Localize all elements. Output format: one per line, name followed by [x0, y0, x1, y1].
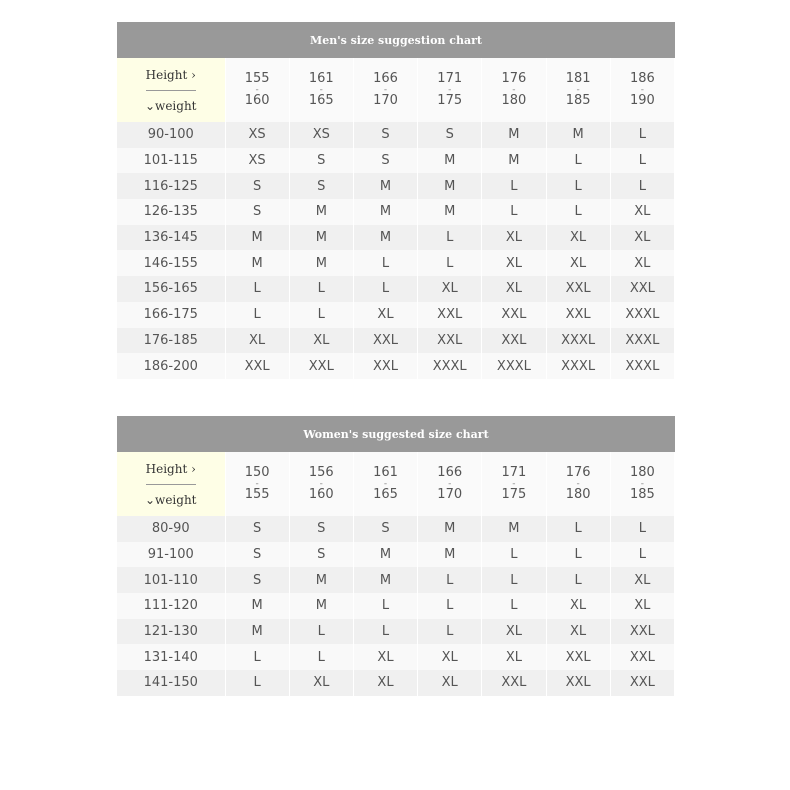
height-label: Height › [145, 67, 196, 82]
size-cell: XS [225, 122, 289, 148]
corner-cell [117, 58, 225, 122]
height-range-header: 161 - 165 [289, 58, 353, 122]
weight-range-cell: 101-110 [117, 567, 225, 593]
size-cell: M [225, 225, 289, 251]
men-size-chart [117, 22, 675, 379]
size-cell: M [353, 173, 417, 199]
weight-range-cell: 91-100 [117, 542, 225, 568]
header-row [117, 58, 675, 122]
size-cell: M [353, 567, 417, 593]
size-cell: L [289, 302, 353, 328]
size-cell: XXL [418, 302, 482, 328]
size-cell: M [289, 250, 353, 276]
size-cell: S [353, 122, 417, 148]
height-range-header: 166 - 170 [353, 58, 417, 122]
size-cell: XL [353, 670, 417, 696]
table-row [117, 516, 675, 542]
size-cell: XXXL [546, 353, 610, 379]
size-cell: M [418, 199, 482, 225]
divider [146, 90, 196, 91]
size-cell: S [225, 516, 289, 542]
size-cell: L [353, 619, 417, 645]
size-cell: L [418, 593, 482, 619]
size-cell: L [289, 619, 353, 645]
table-row [117, 567, 675, 593]
size-cell: XL [610, 250, 674, 276]
size-cell: XXXL [610, 302, 674, 328]
table-row [117, 225, 675, 251]
size-cell: S [289, 516, 353, 542]
weight-range-cell: 146-155 [117, 250, 225, 276]
size-cell: XL [289, 670, 353, 696]
size-cell: XXL [610, 276, 674, 302]
size-cell: XXXL [418, 353, 482, 379]
size-table [117, 452, 675, 696]
size-cell: S [289, 173, 353, 199]
size-cell: L [482, 542, 546, 568]
weight-range-cell: 156-165 [117, 276, 225, 302]
size-cell: L [225, 670, 289, 696]
size-cell: M [418, 173, 482, 199]
weight-range-cell: 111-120 [117, 593, 225, 619]
size-cell: M [289, 593, 353, 619]
height-range-header: 161 - 165 [353, 452, 417, 516]
size-cell: L [418, 567, 482, 593]
size-cell: L [225, 276, 289, 302]
size-cell: M [482, 148, 546, 174]
size-cell: XXL [610, 619, 674, 645]
weight-range-cell: 141-150 [117, 670, 225, 696]
size-cell: L [418, 225, 482, 251]
size-cell: XXXL [610, 353, 674, 379]
weight-range-cell: 101-115 [117, 148, 225, 174]
size-cell: L [610, 148, 674, 174]
size-cell: L [546, 199, 610, 225]
table-row [117, 148, 675, 174]
size-cell: XL [546, 619, 610, 645]
table-row [117, 199, 675, 225]
size-cell: XL [225, 328, 289, 354]
size-cell: XL [353, 644, 417, 670]
size-cell: M [225, 619, 289, 645]
size-cell: XXL [482, 328, 546, 354]
size-cell: XXL [546, 644, 610, 670]
size-cell: M [546, 122, 610, 148]
size-cell: L [225, 644, 289, 670]
size-cell: M [353, 199, 417, 225]
height-range-header: 186 - 190 [610, 58, 674, 122]
size-cell: L [353, 276, 417, 302]
size-cell: L [289, 644, 353, 670]
size-cell: XL [546, 593, 610, 619]
size-cell: S [418, 122, 482, 148]
size-cell: XL [610, 199, 674, 225]
size-cell: XXL [546, 670, 610, 696]
size-cell: L [546, 542, 610, 568]
size-cell: XL [418, 644, 482, 670]
size-cell: S [225, 173, 289, 199]
height-range-header: 155 - 160 [225, 58, 289, 122]
size-cell: M [289, 567, 353, 593]
table-row [117, 593, 675, 619]
size-cell: L [418, 250, 482, 276]
height-range-header: 156 - 160 [289, 452, 353, 516]
weight-range-cell: 131-140 [117, 644, 225, 670]
size-cell: XXXL [482, 353, 546, 379]
table-row [117, 542, 675, 568]
size-cell: XXXL [546, 328, 610, 354]
size-cell: XXL [353, 353, 417, 379]
height-range-header: 150 - 155 [225, 452, 289, 516]
size-cell: L [610, 122, 674, 148]
size-cell: XXL [353, 328, 417, 354]
table-row [117, 328, 675, 354]
size-cell: XL [418, 276, 482, 302]
size-cell: L [546, 148, 610, 174]
table-row [117, 250, 675, 276]
height-range-header: 171 - 175 [482, 452, 546, 516]
size-cell: M [353, 542, 417, 568]
height-range-header: 171 - 175 [418, 58, 482, 122]
size-cell: XL [482, 644, 546, 670]
weight-range-cell: 121-130 [117, 619, 225, 645]
table-row [117, 353, 675, 379]
weight-range-cell: 90-100 [117, 122, 225, 148]
size-table [117, 58, 675, 379]
size-cell: M [482, 122, 546, 148]
size-cell: L [482, 173, 546, 199]
size-cell: XXXL [610, 328, 674, 354]
size-cell: L [482, 593, 546, 619]
size-cell: XXL [418, 328, 482, 354]
table-row [117, 644, 675, 670]
weight-range-cell: 116-125 [117, 173, 225, 199]
size-cell: XXL [610, 670, 674, 696]
size-cell: XL [546, 225, 610, 251]
size-cell: L [482, 567, 546, 593]
header-row [117, 452, 675, 516]
weight-range-cell: 166-175 [117, 302, 225, 328]
size-cell: XL [610, 567, 674, 593]
table-row [117, 619, 675, 645]
size-cell: L [546, 173, 610, 199]
size-cell: XXL [546, 302, 610, 328]
size-cell: L [610, 173, 674, 199]
size-cell: S [353, 516, 417, 542]
size-cell: XL [353, 302, 417, 328]
table-row [117, 173, 675, 199]
height-range-header: 166 - 170 [418, 452, 482, 516]
size-cell: XXL [482, 670, 546, 696]
size-cell: L [353, 593, 417, 619]
size-cell: XL [418, 670, 482, 696]
size-cell: M [353, 225, 417, 251]
table-row [117, 122, 675, 148]
table-row [117, 302, 675, 328]
weight-range-cell: 126-135 [117, 199, 225, 225]
height-range-header: 180 - 185 [610, 452, 674, 516]
size-cell: XS [225, 148, 289, 174]
weight-range-cell: 80-90 [117, 516, 225, 542]
size-cell: XL [546, 250, 610, 276]
size-cell: S [289, 542, 353, 568]
size-cell: XL [482, 619, 546, 645]
size-cell: XXL [289, 353, 353, 379]
size-cell: M [289, 199, 353, 225]
height-range-header: 176 - 180 [482, 58, 546, 122]
size-cell: L [353, 250, 417, 276]
weight-label: ⌄weight [145, 98, 197, 113]
size-cell: L [418, 619, 482, 645]
size-cell: M [289, 225, 353, 251]
size-cell: L [289, 276, 353, 302]
size-cell: M [418, 542, 482, 568]
size-cell: M [482, 516, 546, 542]
size-cell: XXL [546, 276, 610, 302]
chart-title: Women's suggested size chart [117, 416, 675, 452]
size-cell: M [225, 593, 289, 619]
height-range-header: 181 - 185 [546, 58, 610, 122]
size-cell: XXL [225, 353, 289, 379]
size-cell: XS [289, 122, 353, 148]
size-cell: L [225, 302, 289, 328]
weight-range-cell: 136-145 [117, 225, 225, 251]
corner-cell [117, 452, 225, 516]
table-row [117, 670, 675, 696]
chart-title: Men's size suggestion chart [117, 22, 675, 58]
size-cell: M [225, 250, 289, 276]
size-cell: S [289, 148, 353, 174]
size-cell: XL [610, 225, 674, 251]
size-cell: M [418, 148, 482, 174]
height-range-header: 176 - 180 [546, 452, 610, 516]
size-cell: XXL [610, 644, 674, 670]
size-cell: L [482, 199, 546, 225]
table-row [117, 276, 675, 302]
size-cell: XL [482, 276, 546, 302]
size-cell: S [225, 199, 289, 225]
height-label: Height › [145, 461, 196, 476]
size-cell: XL [289, 328, 353, 354]
size-cell: XXL [482, 302, 546, 328]
size-cell: S [225, 567, 289, 593]
size-cell: L [610, 516, 674, 542]
weight-range-cell: 186-200 [117, 353, 225, 379]
size-cell: XL [482, 225, 546, 251]
women-size-chart [117, 416, 675, 696]
divider [146, 484, 196, 485]
size-cell: L [546, 516, 610, 542]
size-cell: XL [482, 250, 546, 276]
size-cell: S [225, 542, 289, 568]
size-cell: S [353, 148, 417, 174]
size-cell: L [546, 567, 610, 593]
weight-label: ⌄weight [145, 492, 197, 507]
weight-range-cell: 176-185 [117, 328, 225, 354]
size-cell: XL [610, 593, 674, 619]
size-cell: M [418, 516, 482, 542]
size-cell: L [610, 542, 674, 568]
